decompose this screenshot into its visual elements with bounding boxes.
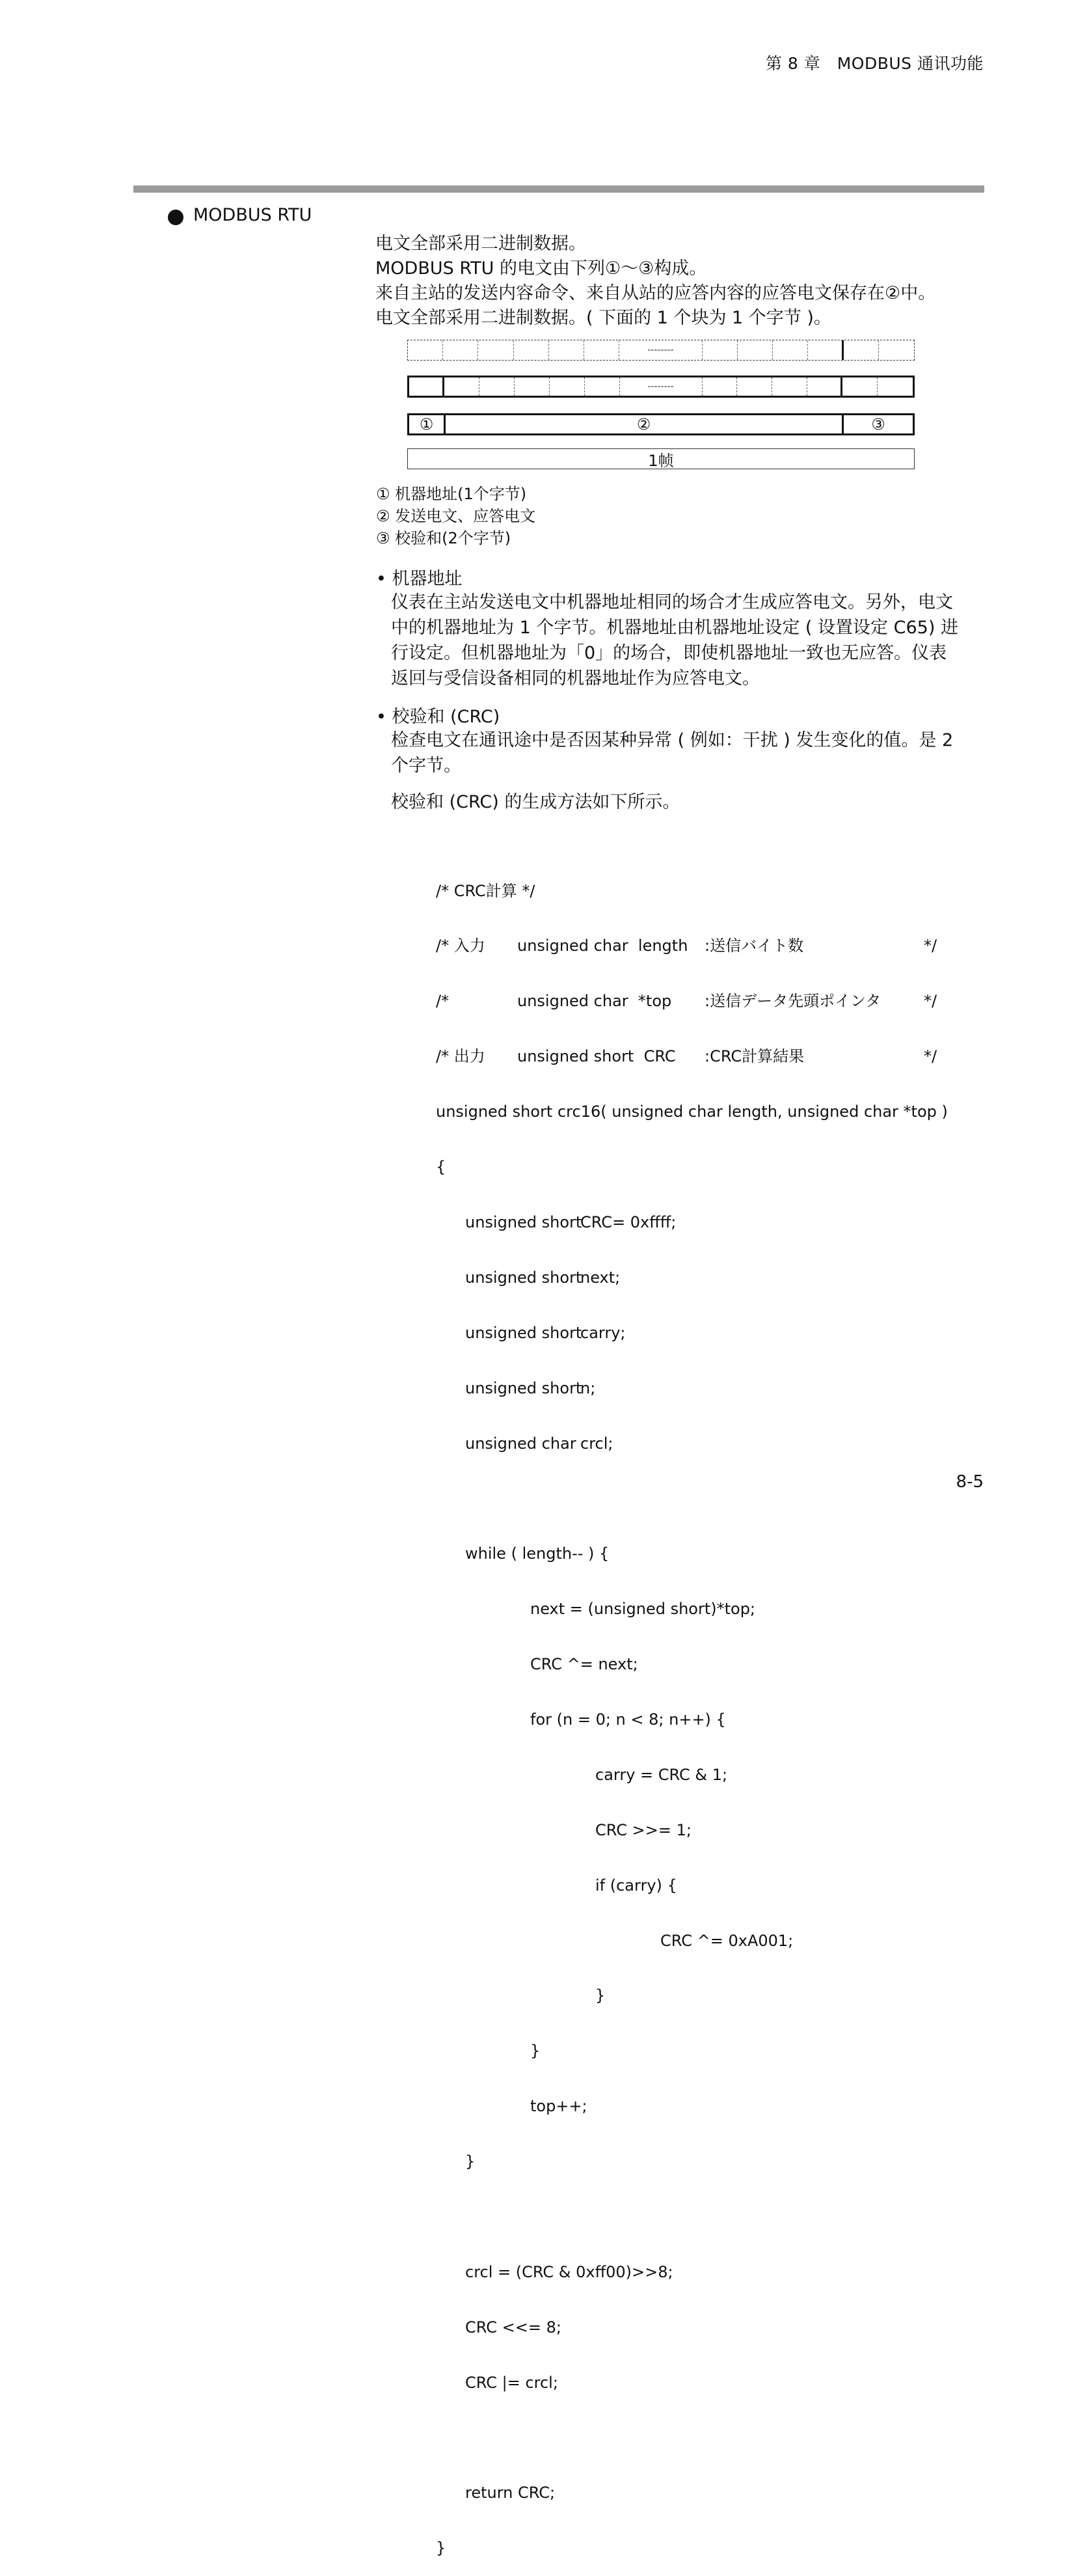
code-line: :CRC計算結果 (705, 1047, 805, 1066)
code-line: return CRC; (465, 2484, 556, 2502)
code-line: :送信バイト数 (705, 937, 804, 955)
code-line: while ( length-- ) { (465, 1544, 610, 1563)
legend-item: ① 机器地址(1个字节) (376, 485, 527, 503)
body-line: 中的机器地址为 1 个字节。机器地址由机器地址设定 ( 设置设定 C65) 进 (391, 618, 958, 638)
code-line: } (465, 2152, 476, 2171)
byte-cell (409, 377, 444, 396)
section-heading: MODBUS RTU (193, 205, 312, 225)
byte-cell (514, 340, 549, 360)
checksum-method: 校验和 (CRC) 的生成方法如下所示。 (391, 792, 680, 812)
byte-cell (842, 377, 878, 396)
byte-cell (738, 340, 773, 360)
byte-cell (444, 377, 479, 396)
code-line: :送信データ先頭ポインタ (705, 992, 881, 1011)
code-line: next; (580, 1268, 621, 1287)
intro-line: MODBUS RTU 的电文由下列①～③构成。 (375, 258, 707, 279)
code-line: } (530, 2042, 541, 2061)
byte-cell (443, 340, 478, 360)
code-line: } (436, 2539, 446, 2558)
page-number: 8-5 (956, 1472, 984, 1492)
code-line: CRC |= crcl; (465, 2373, 558, 2392)
machine-address-title: • 机器地址 (376, 569, 463, 589)
code-line: */ (924, 1047, 937, 1066)
code-line: unsigned short (465, 1213, 582, 1231)
byte-cell (479, 377, 515, 396)
byte-cell (584, 340, 619, 360)
code-line: top++; (530, 2097, 587, 2116)
byte-cell (844, 340, 879, 360)
byte-cell (878, 377, 913, 396)
byte-cell (478, 340, 513, 360)
body-line: 返回与受信设备相同的机器地址作为应答电文。 (391, 668, 760, 689)
intro-line: 电文全部采用二进制数据。 (375, 234, 586, 254)
byte-cell (515, 377, 550, 396)
code-line: */ (924, 937, 937, 955)
code-line: n; (580, 1378, 596, 1397)
code-line: CRC >>= 1; (595, 1820, 692, 1839)
intro-line: 来自主站的发送内容命令、来自从站的应答内容的应答电文保存在②中。 (375, 283, 936, 303)
bullet-icon (168, 210, 183, 225)
code-line: unsigned short crc16( unsigned char length, unsigned char *top ) (436, 1103, 948, 1121)
byte-cell (585, 377, 620, 396)
byte-cell (773, 340, 808, 360)
byte-cell (703, 377, 738, 396)
code-line: carry; (580, 1323, 626, 1342)
code-line: */ (924, 992, 937, 1011)
code-line: unsigned char *top (517, 992, 672, 1011)
code-line: CRC ^= 0xA001; (660, 1931, 794, 1950)
intro-line: 电文全部采用二进制数据。( 下面的 1 个块为 1 个字节 )。 (375, 308, 831, 328)
code-line: } (595, 1986, 606, 2005)
code-line: unsigned short CRC (517, 1047, 676, 1066)
frame-total: 1帧 (407, 448, 915, 469)
code-line: unsigned char length (517, 937, 688, 955)
frame-part-checksum: ③ (871, 415, 885, 433)
code-line: unsigned short (465, 1268, 582, 1287)
frame-part-address: ① (409, 415, 446, 433)
chapter-header: 第 8 章 MODBUS 通讯功能 (765, 54, 984, 73)
byte-cell (408, 340, 443, 360)
crc-code-listing (436, 845, 948, 2576)
header-rule (133, 185, 984, 193)
code-line: /* 入力 (436, 937, 485, 955)
code-line: CRC= 0xffff; (580, 1213, 677, 1231)
frame-part-message: ② (446, 415, 844, 433)
byte-cell (807, 377, 842, 396)
body-line: 检查电文在通讯途中是否因某种异常 ( 例如：干扰 ) 发生变化的值。是 2 (391, 730, 954, 750)
code-line: { (436, 1158, 446, 1177)
checksum-body (391, 728, 984, 778)
code-line: carry = CRC & 1; (595, 1765, 728, 1784)
code-line: CRC ^= next; (530, 1655, 638, 1674)
body-line: 个字节。 (391, 756, 461, 776)
byte-cell (703, 340, 738, 360)
code-line: unsigned char (465, 1434, 576, 1453)
code-line: crcl = (CRC & 0xff00)>>8; (465, 2262, 673, 2281)
code-line: unsigned short (465, 1323, 582, 1342)
byte-cell (808, 340, 843, 360)
legend-item: ③ 校验和(2个字节) (376, 529, 511, 547)
byte-cell (549, 340, 584, 360)
byte-cell-ellipsis: -------- (619, 340, 703, 360)
intro-text (375, 232, 935, 331)
frame-legend (376, 483, 535, 549)
byte-cell-ellipsis: -------- (620, 377, 703, 396)
byte-row-solid (407, 376, 915, 398)
body-line: 仪表在主站发送电文中机器地址相同的场合才生成应答电文。另外，电文 (391, 592, 953, 612)
code-line: /* CRC計算 */ (436, 881, 535, 900)
byte-cell (772, 377, 807, 396)
code-line: if (carry) { (595, 1876, 677, 1895)
frame-parts-row (407, 413, 915, 435)
byte-cell (550, 377, 585, 396)
byte-cell (737, 377, 772, 396)
byte-row-dashed (407, 340, 915, 361)
code-line: crcl; (580, 1434, 613, 1453)
code-line: /* (436, 992, 450, 1011)
machine-address-body (391, 590, 984, 691)
checksum-title: • 校验和 (CRC) (376, 707, 500, 727)
byte-cell (879, 340, 914, 360)
code-line: /* 出力 (436, 1047, 485, 1066)
code-line: unsigned short (465, 1378, 582, 1397)
legend-item: ② 发送电文、应答电文 (376, 507, 536, 525)
code-line: for (n = 0; n < 8; n++) { (530, 1710, 726, 1729)
code-line: CRC <<= 8; (465, 2318, 561, 2336)
body-line: 行设定。但机器地址为「0」的场合，即使机器地址一致也无应答。仪表 (391, 643, 947, 663)
code-line: next = (unsigned short)*top; (530, 1600, 756, 1619)
